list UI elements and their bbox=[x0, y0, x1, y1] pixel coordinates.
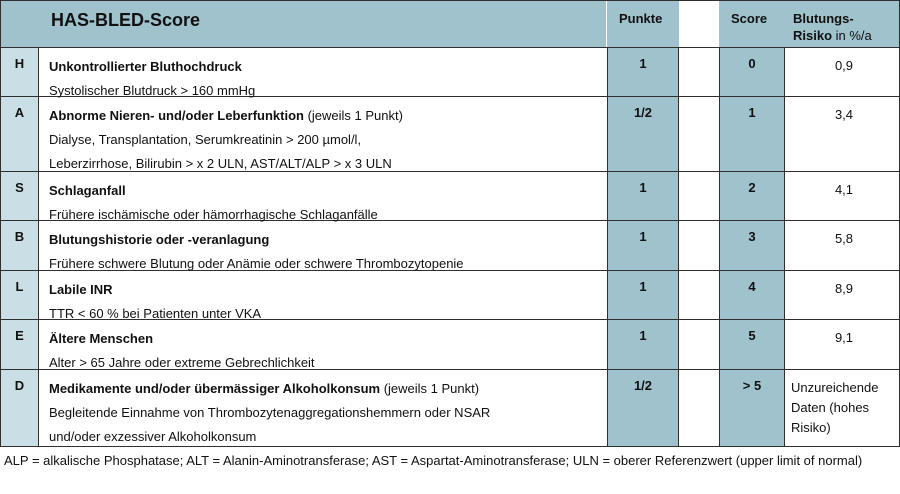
header-risk-unit: in %/a bbox=[832, 28, 872, 43]
header-risk bbox=[793, 10, 872, 44]
row-risk-line: Daten (hohes bbox=[791, 400, 870, 415]
table-row bbox=[0, 97, 900, 172]
row-title bbox=[49, 278, 261, 302]
row-detail-line: und/oder exzessiver Alkoholkonsum bbox=[49, 429, 257, 444]
row-points: 1 bbox=[607, 48, 679, 96]
row-title bbox=[49, 179, 378, 203]
row-risk: 4,1 bbox=[834, 182, 854, 197]
row-points: 1 bbox=[607, 172, 679, 220]
row-score: 1 bbox=[719, 97, 785, 171]
row-risk: 5,8 bbox=[834, 231, 854, 246]
row-title bbox=[49, 377, 490, 401]
header-points: Punkte bbox=[619, 11, 663, 26]
row-title-note: (jeweils 1 Punkt) bbox=[380, 381, 480, 396]
header-risk-bold: Risiko bbox=[793, 28, 833, 43]
row-score: 2 bbox=[719, 172, 785, 220]
row-description bbox=[49, 278, 261, 326]
row-points: 1/2 bbox=[607, 370, 679, 446]
row-detail-line: TTR < 60 % bei Patienten unter VKA bbox=[49, 306, 262, 321]
table-row bbox=[0, 221, 900, 271]
row-score: 5 bbox=[719, 320, 785, 369]
row-letter: A bbox=[1, 97, 39, 171]
row-risk-line: Risiko) bbox=[791, 420, 831, 435]
row-detail-line: Frühere ischämische oder hämorrhagische Schlaganfälle bbox=[49, 207, 378, 222]
row-letter: D bbox=[1, 370, 39, 446]
table-row bbox=[0, 320, 900, 370]
row-title bbox=[49, 55, 255, 79]
row-title bbox=[49, 327, 315, 351]
row-title-bold: Ältere Menschen bbox=[49, 331, 154, 346]
row-letter: E bbox=[1, 320, 39, 369]
header-risk-line1: Blutungs- bbox=[793, 11, 854, 26]
row-score: 4 bbox=[719, 271, 785, 319]
row-letter: L bbox=[1, 271, 39, 319]
row-description bbox=[49, 179, 378, 227]
row-risk: 8,9 bbox=[834, 281, 854, 296]
header-risk-line2 bbox=[793, 27, 872, 44]
row-points: 1 bbox=[607, 221, 679, 270]
row-points: 1 bbox=[607, 320, 679, 369]
row-score: 3 bbox=[719, 221, 785, 270]
row-score: 0 bbox=[719, 48, 785, 96]
row-letter: B bbox=[1, 221, 39, 270]
table-row bbox=[0, 48, 900, 97]
row-description bbox=[49, 104, 403, 176]
table-title: HAS-BLED-Score bbox=[51, 10, 201, 30]
row-detail-line: Leberzirrhose, Bilirubin > x 2 ULN, AST/ALT/ALP > x 3 ULN bbox=[49, 156, 392, 171]
row-risk: 9,1 bbox=[834, 330, 854, 345]
row-title-bold: Medikamente und/oder übermässiger Alkoholkonsum bbox=[49, 381, 381, 396]
row-title-bold: Schlaganfall bbox=[49, 183, 126, 198]
row-risk: 0,9 bbox=[834, 58, 854, 73]
table-row bbox=[0, 172, 900, 221]
row-title-bold: Labile INR bbox=[49, 282, 113, 297]
row-title-bold: Unkontrollierter Bluthochdruck bbox=[49, 59, 242, 74]
row-detail-line: Alter > 65 Jahre oder extreme Gebrechlichkeit bbox=[49, 355, 315, 370]
row-detail-line: Frühere schwere Blutung oder Anämie oder schwere Thrombozytopenie bbox=[49, 256, 464, 271]
row-title-note: (jeweils 1 Punkt) bbox=[303, 108, 403, 123]
table-header bbox=[0, 0, 900, 48]
row-letter: H bbox=[1, 48, 39, 96]
row-title bbox=[49, 104, 403, 128]
footnote: ALP = alkalische Phosphatase; ALT = Alanin-Aminotransferase; AST = Aspartat-Aminotransferase; ULN = oberer Referenzwert (upper limit of normal) bbox=[4, 453, 863, 468]
row-points: 1/2 bbox=[607, 97, 679, 171]
row-description bbox=[49, 377, 490, 449]
row-detail-line: Systolischer Blutdruck > 160 mmHg bbox=[49, 83, 256, 98]
row-risk: 3,4 bbox=[834, 107, 854, 122]
row-points: 1 bbox=[607, 271, 679, 319]
row-detail-line: Begleitende Einnahme von Thrombozytenaggregationshemmern oder NSAR bbox=[49, 405, 491, 420]
row-title-bold: Blutungshistorie oder -veranlagung bbox=[49, 232, 270, 247]
row-score: > 5 bbox=[719, 370, 785, 446]
table-row bbox=[0, 370, 900, 447]
header-score: Score bbox=[731, 11, 768, 26]
row-description bbox=[49, 327, 315, 375]
row-description bbox=[49, 55, 255, 103]
row-risk bbox=[787, 370, 900, 438]
row-title bbox=[49, 228, 464, 252]
row-description bbox=[49, 228, 464, 276]
row-risk-line: Unzureichende bbox=[791, 380, 879, 395]
row-title-bold: Abnorme Nieren- und/oder Leberfunktion bbox=[49, 108, 304, 123]
row-detail-line: Dialyse, Transplantation, Serumkreatinin > 200 µmol/l, bbox=[49, 132, 362, 147]
row-letter: S bbox=[1, 172, 39, 220]
table-row bbox=[0, 271, 900, 320]
